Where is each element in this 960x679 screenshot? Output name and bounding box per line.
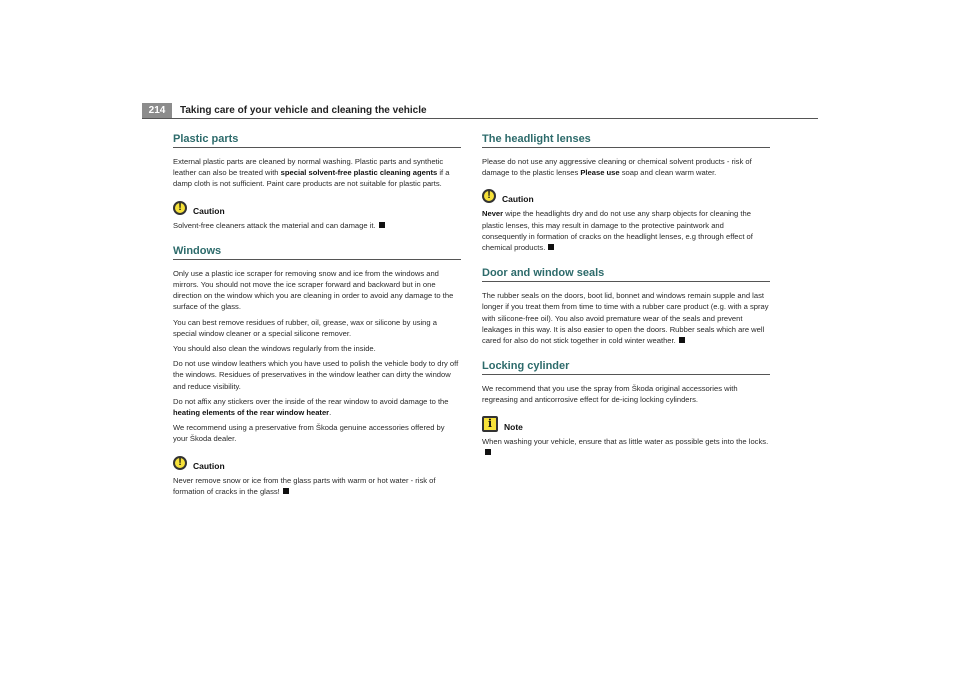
caution-icon: !	[173, 201, 187, 215]
heading-door-window-seals: Door and window seals	[482, 267, 770, 282]
caution-text: Never remove snow or ice from the glass parts with warm or hot water - risk of formation of cracks in the glass!	[173, 475, 436, 496]
section-door-window-seals	[482, 267, 770, 346]
windows-paragraph-3: You should also clean the windows regularly from the inside.	[173, 344, 376, 354]
caution-callout	[173, 455, 461, 471]
caution-label: Caution	[193, 205, 225, 216]
end-of-section-icon	[679, 337, 685, 343]
seals-paragraph: The rubber seals on the doors, boot lid, bonnet and windows remain supple and last longer if you treat them from time to time with a rubber care product (e.g. with a spray with silicone-free oil). You also avoid premature wear of the seals and prevent leakages in this way. It is also easier to open the doors. Rubber seals which are well cared for also do not stick together in cold winter weather.	[482, 291, 769, 346]
windows-paragraph-1: Only use a plastic ice scraper for removing snow and ice from the windows and mirrors. You should not move the ice scraper forward and backward but in one direction on the window which you are cleaning in order to avoid any damage to the surface of the glass.	[173, 268, 454, 312]
windows-paragraph-5: Do not affix any stickers over the inside of the rear window to avoid damage to the heating elements of the rear window heater.	[173, 396, 449, 418]
caution-label: Caution	[502, 194, 534, 205]
headlight-paragraph: Please do not use any aggressive cleaning or chemical solvent products - risk of damage to the plastic lenses Please use soap and clean warm water.	[482, 157, 752, 178]
end-of-section-icon	[283, 488, 289, 494]
section-windows	[173, 245, 461, 497]
heading-plastic-parts: Plastic parts	[173, 133, 461, 148]
note-label: Note	[504, 421, 523, 432]
page-number: 214	[142, 103, 172, 118]
right-column	[482, 133, 770, 462]
caution-icon: !	[482, 189, 496, 203]
windows-paragraph-2: You can best remove residues of rubber, oil, grease, wax or silicone by using a special window cleaner or a special silicone remover.	[173, 317, 437, 338]
page-header	[142, 103, 818, 119]
end-of-section-icon	[379, 222, 385, 228]
note-callout	[482, 416, 770, 432]
windows-paragraph-6: We recommend using a preservative from Škoda genuine accessories offered by your Škoda dealer.	[173, 423, 445, 444]
caution-text: Solvent-free cleaners attack the material and can damage it.	[173, 220, 461, 231]
info-icon: i	[482, 416, 498, 432]
caution-text: Never wipe the headlights dry and do not use any sharp objects for cleaning the plastic lenses, this may result in damage to the protective paintwork and consequently in formation of cracks on the headlight lenses, e.g through effect of chemical products.	[482, 209, 753, 253]
plastic-paragraph: External plastic parts are cleaned by normal washing. Plastic parts and synthetic leather can also be treated with special solvent-free plastic cleaning agents if a damp cloth is not sufficient. Paint care products are not suitable for plastic parts.	[173, 157, 450, 189]
left-column	[173, 133, 461, 501]
windows-paragraph-4: Do not use window leathers which you have used to polish the vehicle body to dry off the windows. Residues of preservatives in the window leather can dirty the window and reduce visibility.	[173, 359, 459, 391]
heading-locking-cylinder: Locking cylinder	[482, 360, 770, 375]
section-locking-cylinder	[482, 360, 770, 458]
locking-paragraph: We recommend that you use the spray from Škoda original accessories with regreasing and anticorrosive effect for de-icing locking cylinders.	[482, 384, 738, 405]
note-text: When washing your vehicle, ensure that as little water as possible gets into the locks.	[482, 436, 770, 458]
section-plastic-parts	[173, 133, 461, 231]
caution-label: Caution	[193, 460, 225, 471]
caution-callout	[482, 188, 770, 204]
end-of-section-icon	[548, 244, 554, 250]
section-headlight-lenses	[482, 133, 770, 253]
heading-headlight-lenses: The headlight lenses	[482, 133, 770, 148]
caution-callout	[173, 200, 461, 216]
caution-icon: !	[173, 456, 187, 470]
end-of-section-icon	[485, 449, 491, 455]
chapter-title: Taking care of your vehicle and cleaning the vehicle	[180, 105, 427, 116]
heading-windows: Windows	[173, 245, 461, 260]
